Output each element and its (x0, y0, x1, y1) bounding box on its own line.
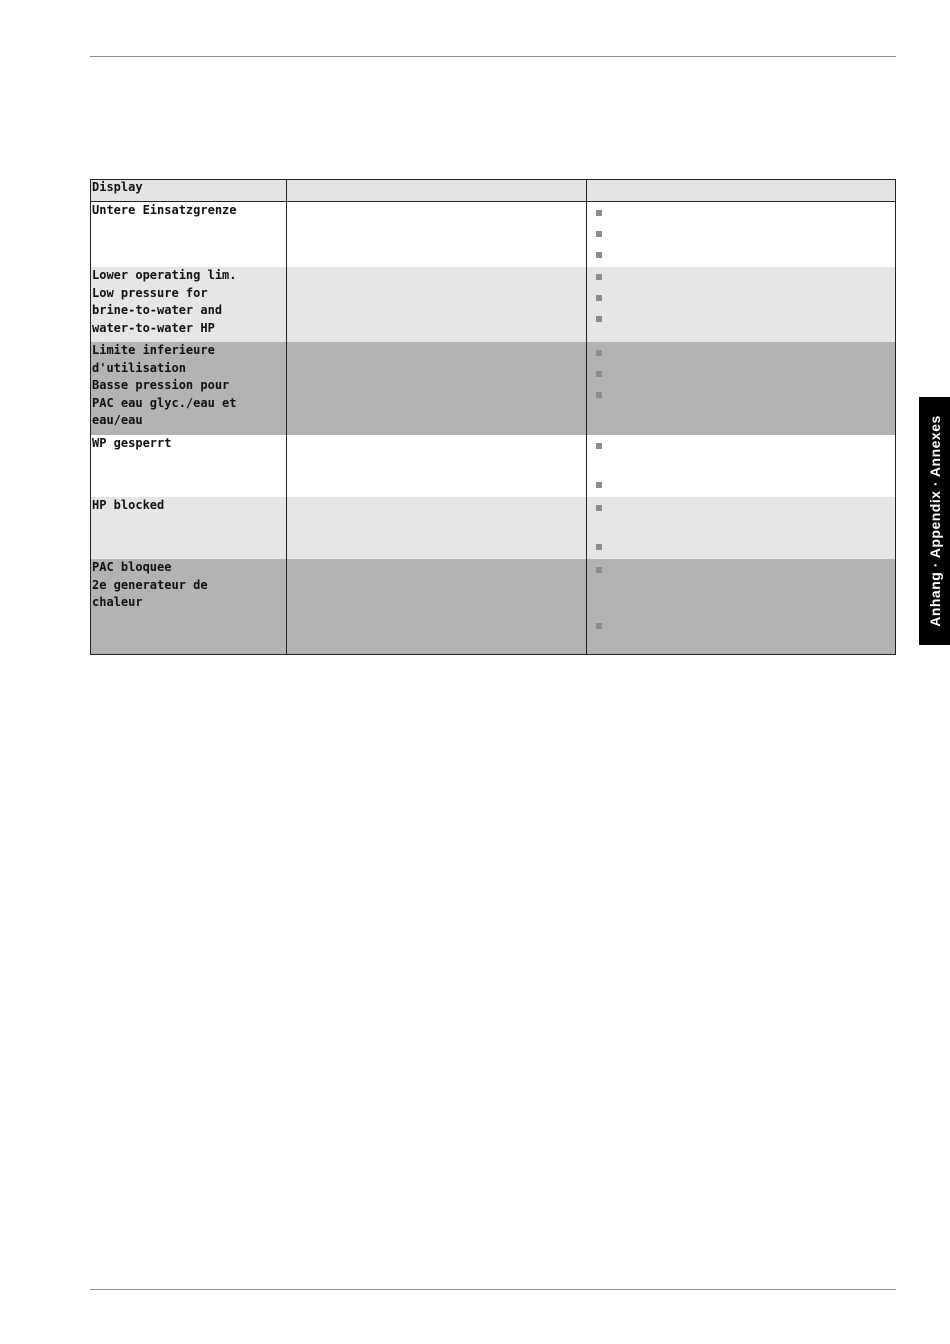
display-text: Limite inferieure d'utilisation Basse pression pour PAC eau glyc./eau et eau/eau (92, 343, 237, 427)
description-cell (287, 435, 587, 497)
bullet-icon (596, 225, 895, 246)
description-cell (287, 559, 587, 654)
bullet-icon (596, 476, 895, 497)
bullet-icon (596, 204, 895, 225)
description-cell (287, 267, 587, 342)
bullet-icon (596, 289, 895, 310)
display-text: Untere Einsatzgrenze (92, 203, 237, 217)
header-rule (90, 56, 896, 57)
table-row (91, 435, 896, 497)
bullet-icon (596, 437, 895, 476)
column-header-3 (587, 180, 896, 202)
table-row (91, 267, 896, 342)
bullet-icon (596, 246, 895, 267)
display-text: PAC bloquee 2e generateur de chaleur (92, 560, 208, 609)
table-row (91, 202, 896, 268)
table-row (91, 497, 896, 559)
bullet-icon (596, 499, 895, 538)
display-table (90, 179, 896, 655)
column-header-display: Display (91, 180, 287, 202)
table-row (91, 342, 896, 435)
table-header-row (91, 180, 896, 202)
column-header-2 (287, 180, 587, 202)
bullet-icon (596, 310, 895, 331)
side-tab-label: Anhang · Appendix · Annexes (926, 415, 943, 627)
display-text: Lower operating lim. Low pressure for brine-to-water and water-to-water HP (92, 268, 237, 335)
bullet-icon (596, 268, 895, 289)
bullet-icon (596, 386, 895, 407)
display-text: WP gesperrt (92, 436, 172, 450)
section-side-tab (919, 397, 950, 645)
table-row (91, 559, 896, 654)
display-text: HP blocked (92, 498, 165, 512)
footer-rule (90, 1289, 896, 1290)
description-cell (287, 497, 587, 559)
bullet-icon (596, 344, 895, 365)
description-cell (287, 342, 587, 435)
description-cell (287, 202, 587, 268)
bullet-icon (596, 365, 895, 386)
bullet-icon (596, 538, 895, 559)
bullet-icon (596, 561, 895, 617)
bullet-icon (596, 617, 895, 638)
